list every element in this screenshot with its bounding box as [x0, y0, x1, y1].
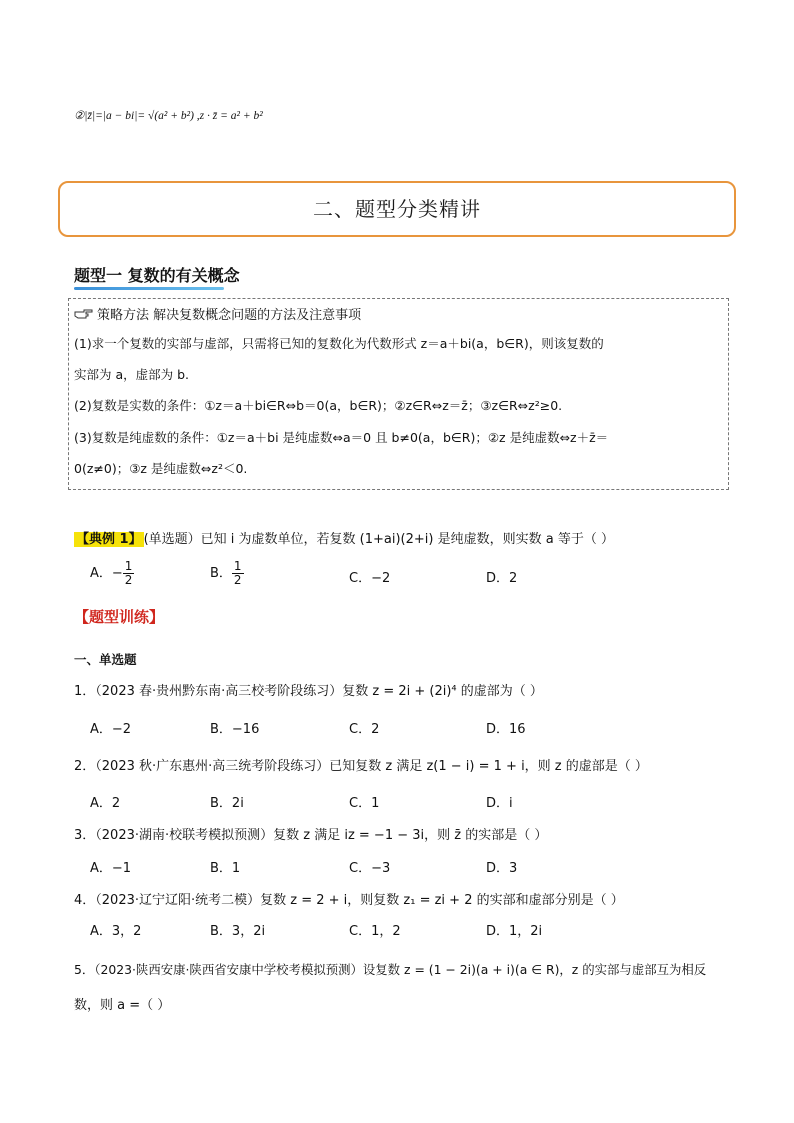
- option-c: C．1: [349, 796, 380, 811]
- option-label: B．: [210, 566, 232, 581]
- option-d: D．1，2i: [486, 924, 543, 939]
- training-heading: 【题型训练】: [74, 608, 165, 626]
- question-stem: 5．（2023·陕西安康·陕西省安康中学校考模拟预测）设复数 z = (1 − 2i)(a + i)(a ∈ R)，z 的实部与虚部互为相反: [74, 962, 707, 977]
- example-stem: [74, 528, 614, 547]
- question-stem: 1．（2023 春·贵州黔东南·高三校考阶段练习）复数 z = 2i + (2i)⁴ 的虚部为（ ）: [74, 684, 543, 699]
- option-a: A．3，2: [90, 924, 142, 939]
- option-d: D．16: [486, 722, 526, 737]
- option-b: B．−16: [210, 722, 260, 737]
- fraction: [123, 560, 135, 587]
- example-tag: 【典例 1】: [76, 532, 142, 547]
- option-c: C．1，2: [349, 924, 401, 939]
- option-a: A．−1: [90, 861, 132, 876]
- strategy-header: [74, 304, 361, 323]
- strategy-line: (1)求一个复数的实部与虚部，只需将已知的复数化为代数形式 z＝a＋bi(a，b∈R)，则该复数的: [74, 336, 604, 351]
- option-d: D．3: [486, 861, 518, 876]
- example-option-b: [210, 560, 244, 587]
- question-stem-continued: 数，则 a =（ ）: [74, 998, 171, 1013]
- option-label: A．−: [90, 566, 123, 581]
- type-heading-underline: [74, 287, 224, 290]
- type-heading: 题型一 复数的有关概念: [74, 266, 240, 285]
- section-title: 二、题型分类精讲: [313, 197, 481, 221]
- example-text: (单选题）已知 i 为虚数单位，若复数 (1+ai)(2+i) 是纯虚数，则实数 a 等于（ ）: [143, 532, 614, 547]
- fraction-numerator: 1: [124, 559, 133, 573]
- option-c: C．−3: [349, 861, 391, 876]
- option-b: B．2i: [210, 796, 244, 811]
- example-option-d: D．2: [486, 571, 518, 586]
- pointing-hand-icon: [74, 308, 94, 320]
- question-stem: 4．（2023·辽宁辽阳·统考二模）复数 z = 2 + i，则复数 z₁ = zi + 2 的实部和虚部分别是（ ）: [74, 893, 624, 908]
- example-option-c: C．−2: [349, 571, 391, 586]
- strategy-title: 策略方法 解决复数概念问题的方法及注意事项: [97, 308, 362, 323]
- strategy-line: (3)复数是纯虚数的条件：①z＝a＋bi 是纯虚数⇔a＝0 且 b≠0(a，b∈R)；②z 是纯虚数⇔z＋z̄＝: [74, 430, 609, 445]
- fraction-denominator: 2: [124, 573, 133, 587]
- formula-line: ②|z̄|=|a − bi|= √(a² + b²) ,z · z̄ = a² + b²: [74, 110, 263, 122]
- strategy-line: 0(z≠0)；③z 是纯虚数⇔z²＜0.: [74, 461, 248, 476]
- option-d: D．i: [486, 796, 513, 811]
- option-b: B．1: [210, 861, 241, 876]
- option-a: A．−2: [90, 722, 132, 737]
- option-b: B．3，2i: [210, 924, 266, 939]
- strategy-line: (2)复数是实数的条件：①z＝a＋bi∈R⇔b＝0(a，b∈R)；②z∈R⇔z＝z̄；③z∈R⇔z²≥0.: [74, 398, 563, 413]
- question-stem: 2．（2023 秋·广东惠州·高三统考阶段练习）已知复数 z 满足 z(1 − i) = 1 + i，则 z 的虚部是（ ）: [74, 759, 648, 774]
- single-choice-heading: 一、单选题: [74, 652, 137, 667]
- fraction-denominator: 2: [233, 573, 242, 587]
- fraction-numerator: 1: [233, 559, 242, 573]
- fraction: [232, 560, 244, 587]
- question-stem: 3．（2023·湖南·校联考模拟预测）复数 z 满足 iz = −1 − 3i，则 z̄ 的实部是（ ）: [74, 828, 548, 843]
- example-option-a: [90, 560, 134, 587]
- strategy-line: 实部为 a，虚部为 b.: [74, 367, 190, 382]
- option-a: A．2: [90, 796, 121, 811]
- option-c: C．2: [349, 722, 380, 737]
